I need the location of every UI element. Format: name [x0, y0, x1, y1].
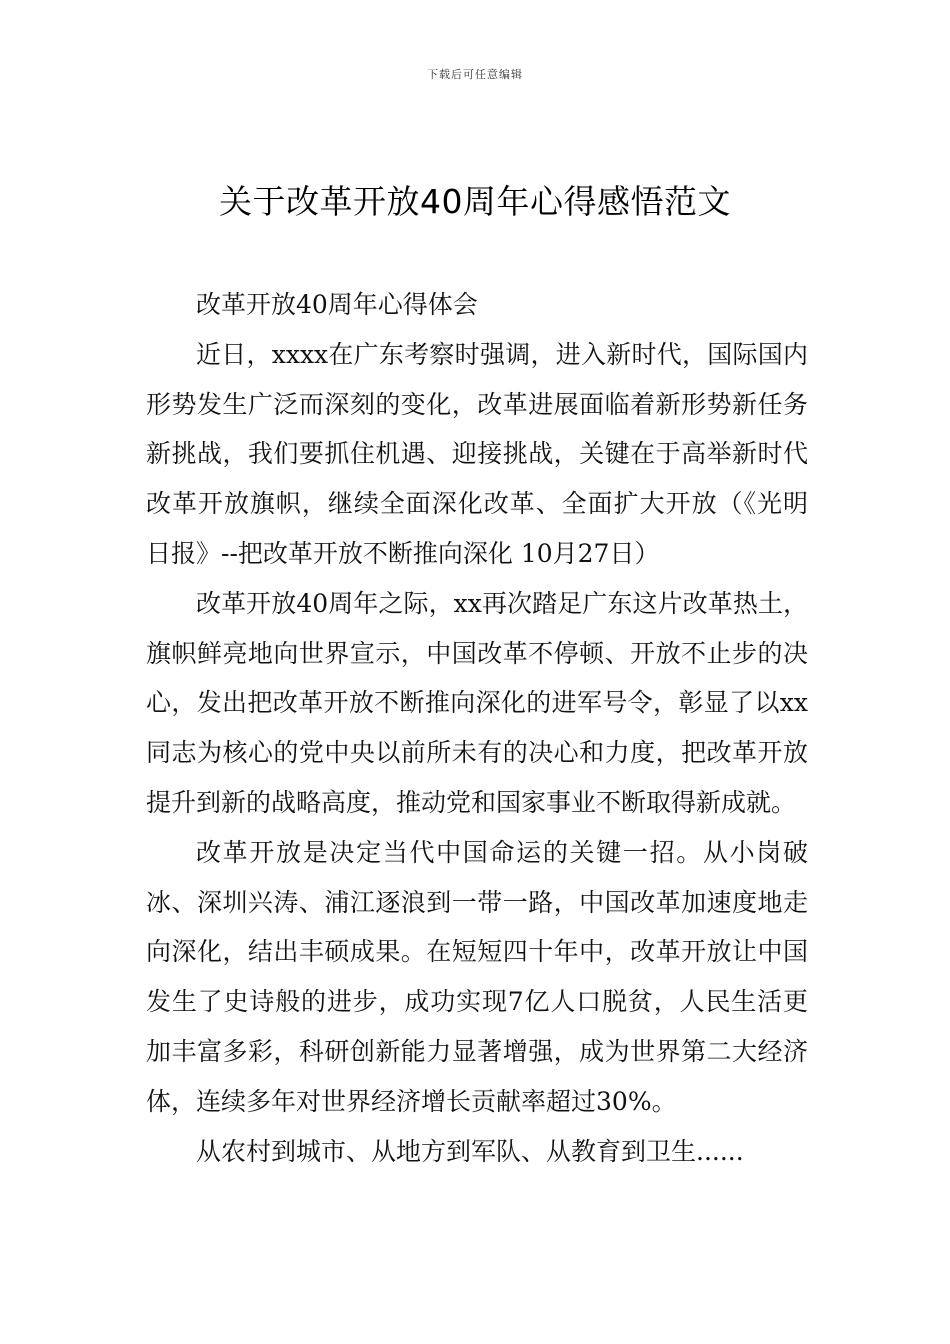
paragraph-subtitle: 改革开放40周年心得体会 — [196, 290, 478, 319]
paragraph: 近日，xxxx在广东考察时强调，进入新时代，国际国内形势发生广泛而深刻的变化，改革进展面临着新形势新任务新挑战，我们要抓住机遇、迎接挑战，关键在于高举新时代改革开放旗帜，继续全面深化改革、全面扩大开放（《光明日报》--把改革开放不断推向深化 10月27日） — [146, 339, 808, 568]
document-title: 关于改革开放40周年心得感悟范文 — [219, 182, 731, 221]
document-body — [146, 280, 808, 1176]
paragraph: 改革开放40周年之际，xx再次踏足广东这片改革热土，旗帜鲜亮地向世界宣示，中国改革不停顿、开放不止步的决心，发出把改革开放不断推向深化的进军号令，彰显了以xx同志为核心的党中央以前所未有的决心和力度，把改革开放提升到新的战略高度，推动党和国家事业不断取得新成就。 — [146, 588, 808, 817]
paragraph: 从农村到城市、从地方到军队、从教育到卫生...... — [196, 1136, 744, 1166]
header-note: 下载后可任意编辑 — [427, 68, 523, 81]
paragraph: 改革开放是决定当代中国命运的关键一招。从小岗破冰、深圳兴涛、浦江逐浪到一带一路，中国改革加速度地走向深化，结出丰硕成果。在短短四十年中，改革开放让中国发生了史诗般的进步，成功实现7亿人口脱贫，人民生活更加丰富多彩，科研创新能力显著增强，成为世界第二大经济体，连续多年对世界经济增长贡献率超过30%。 — [146, 837, 808, 1116]
